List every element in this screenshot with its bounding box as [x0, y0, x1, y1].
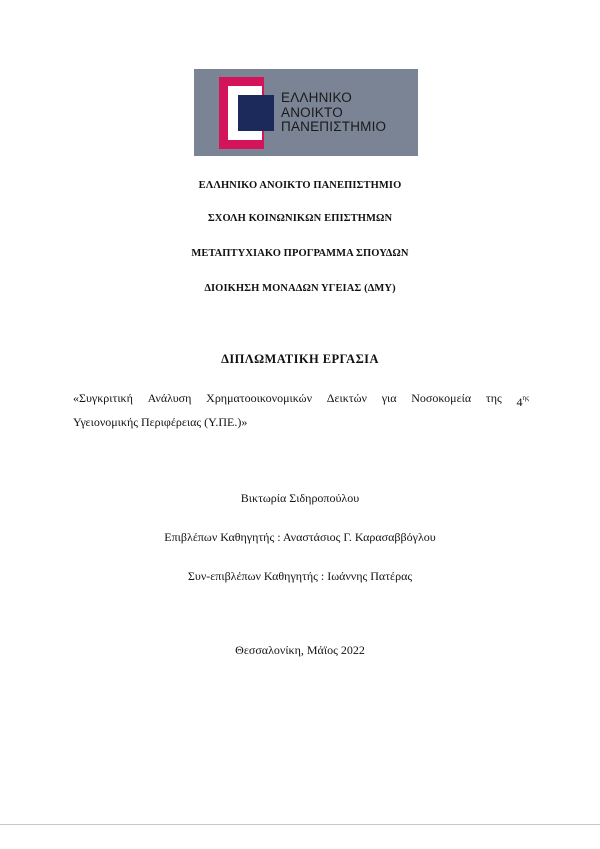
thesis-type-heading: ΔΙΠΛΩΜΑΤΙΚΗ ΕΡΓΑΣΙΑ: [221, 352, 379, 366]
title-ordinal-suffix: ης: [522, 394, 529, 402]
specialization-name: ΔΙΟΙΚΗΣΗ ΜΟΝΑΔΩΝ ΥΓΕΙΑΣ (ΔΜΥ): [204, 283, 396, 294]
university-logo: [194, 69, 418, 156]
supervisor-line: Επιβλέπων Καθηγητής : Αναστάσιος Γ. Καρασαββόγλου: [164, 530, 436, 544]
author-name: Βικτωρία Σιδηροπούλου: [240, 491, 360, 505]
title-word: Δεικτών: [326, 391, 367, 405]
university-name: ΕΛΛΗΝΙΚΟ ΑΝΟΙΚΤΟ ΠΑΝΕΠΙΣΤΗΜΙΟ: [198, 180, 402, 191]
co-supervisor-line: Συν-επιβλέπων Καθηγητής : Ιωάννης Πατέρας: [187, 569, 413, 583]
program-name: ΜΕΤΑΠΤΥΧΙΑΚΟ ΠΡΟΓΡΑΜΜΑ ΣΠΟΥΔΩΝ: [191, 248, 409, 259]
logo-text-line3: ΠΑΝΕΠΙΣΤΗΜΙΟ: [281, 119, 387, 134]
thesis-title-line2: Υγειονομικής Περιφέρειας (Υ.ΠΕ.)»: [73, 415, 248, 429]
logo-text: [281, 91, 386, 135]
title-word: Χρηματοοικονομικών: [206, 391, 312, 405]
title-word: της: [485, 391, 502, 405]
title-word: Ανάλυση: [147, 391, 192, 405]
place-date: Θεσσαλονίκη, Μάϊος 2022: [235, 643, 365, 657]
title-word: για: [381, 391, 397, 405]
title-word: «Συγκριτική: [73, 391, 133, 405]
title-ordinal: [517, 388, 529, 412]
logo-text-line1: ΕΛΛΗΝΙΚΟ: [281, 90, 352, 105]
school-name: ΣΧΟΛΗ ΚΟΙΝΩΝΙΚΩΝ ΕΠΙΣΤΗΜΩΝ: [207, 213, 393, 224]
title-word: Νοσοκομεία: [411, 391, 472, 405]
page-bottom-divider: [0, 824, 600, 825]
title-ordinal-number: 4: [516, 395, 523, 409]
thesis-title: [73, 388, 529, 432]
logo-text-line2: ΑΝΟΙΚΤΟ: [281, 104, 343, 120]
thesis-title-line1: [73, 388, 529, 412]
